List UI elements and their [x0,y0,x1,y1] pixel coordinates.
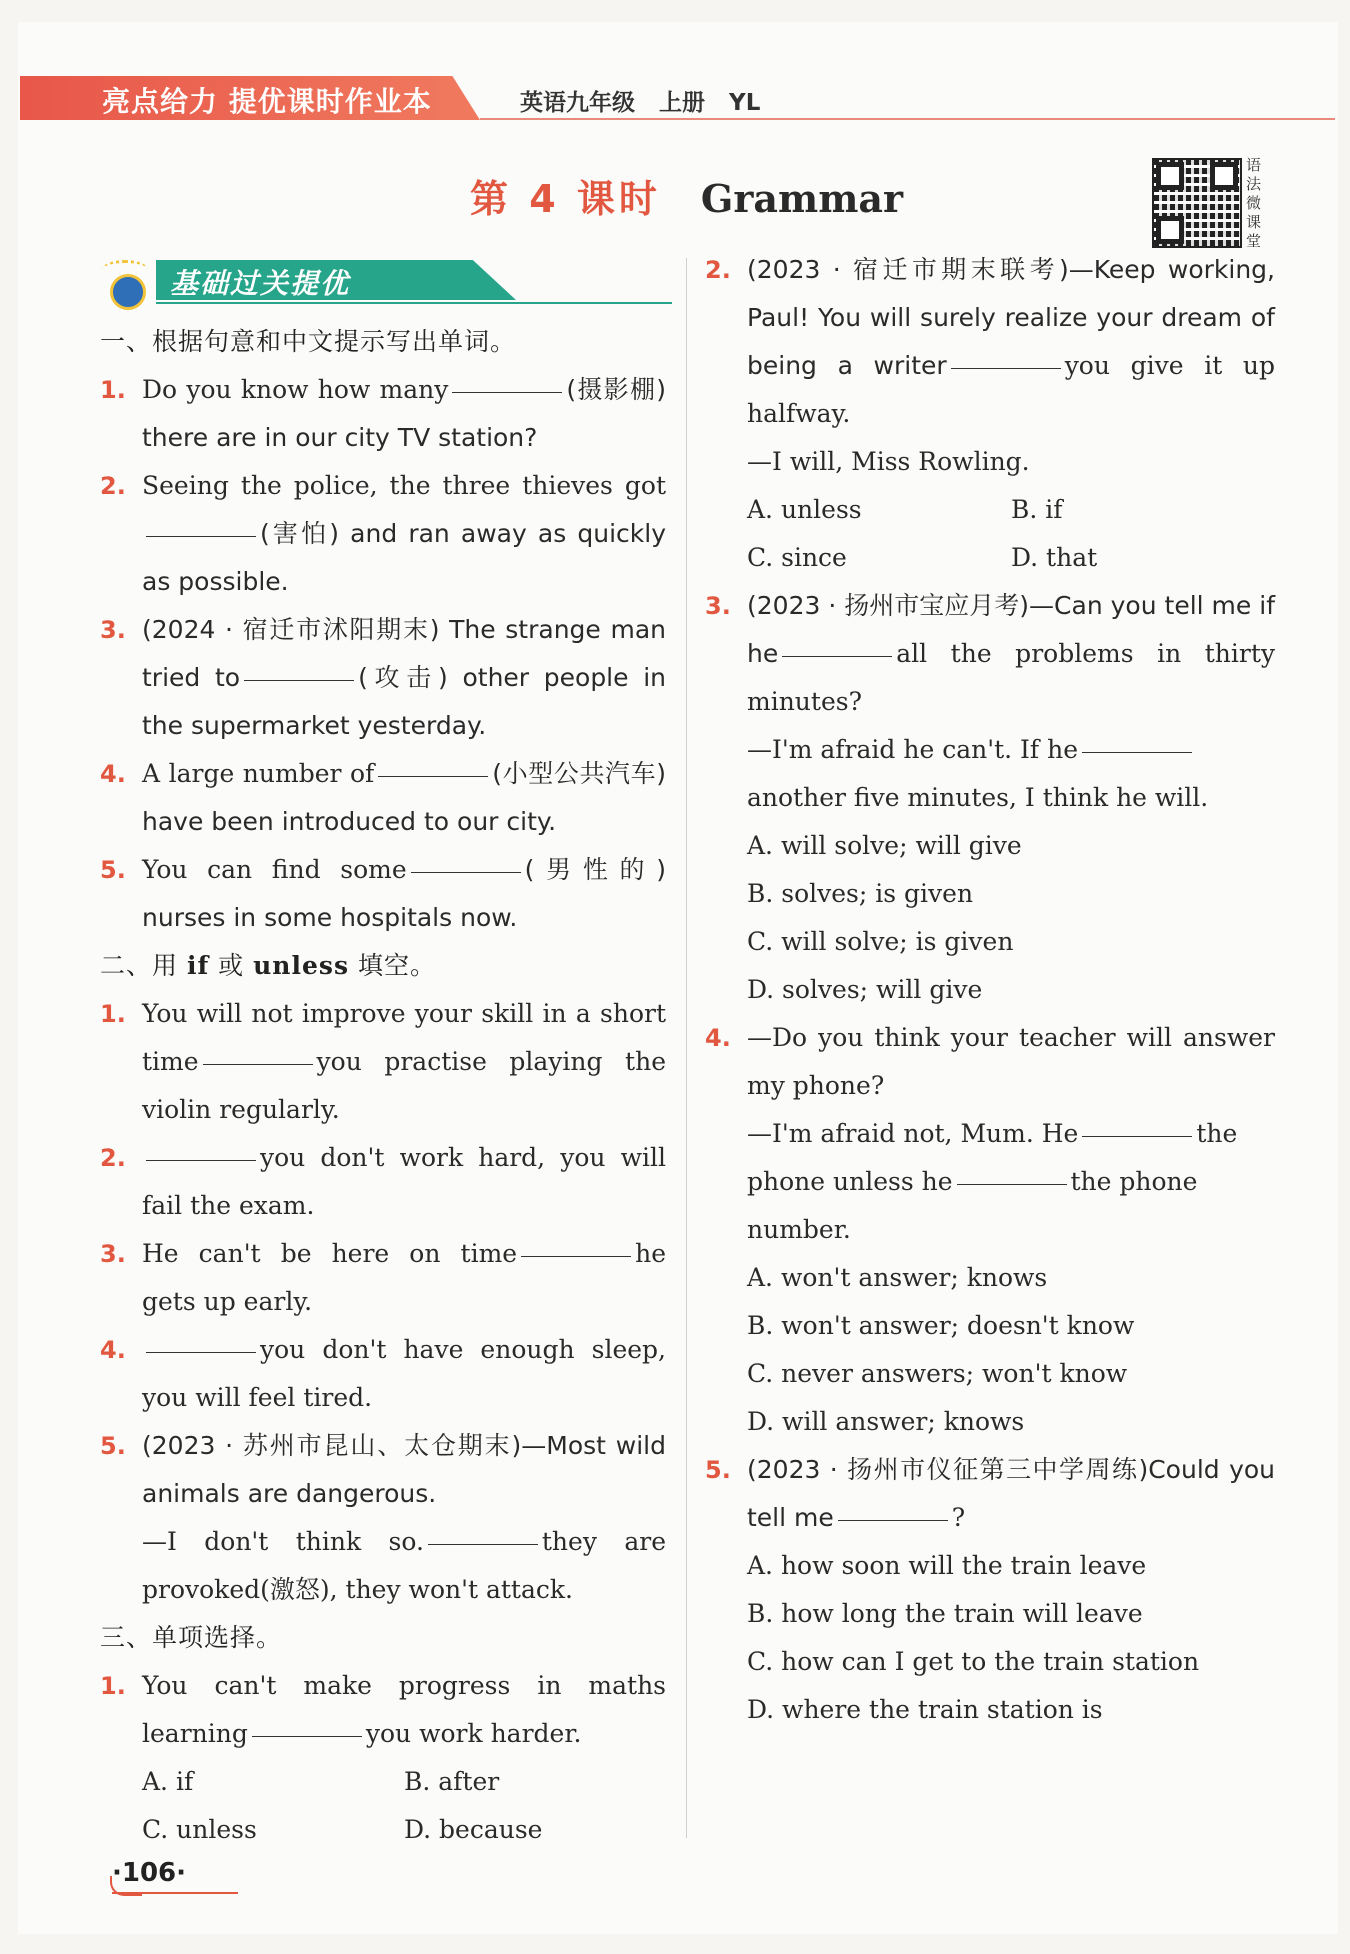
option-c[interactable]: C. unless [142,1815,257,1844]
reply-3-4: —I'm afraid not, Mum. He the phone unless he the phone number. [747,1119,1238,1244]
options-3-1-row2 [100,1806,666,1854]
header-rule [480,118,1335,120]
section-heading-3: 三、单项选择。 [100,1623,283,1652]
lesson-number: 第 4 课时 [470,177,661,221]
option-d[interactable]: D. will answer; knows [747,1407,1025,1436]
options-3-1-row1 [100,1758,666,1806]
answer-blank[interactable] [428,1543,538,1545]
answer-blank[interactable] [957,1183,1067,1185]
left-column [100,318,666,1854]
exercise-2-5: 5. (2023 · 苏州市昆山、太仓期末)—Most wild animals are dangerous. [100,1431,666,1508]
exercise-1-4: 4. A large number of (小型公共汽车) have been introduced to our city. [100,759,666,836]
exercise-2-4: 4. you don't have enough sleep, you will feel tired. [100,1335,666,1412]
section-heading-1: 一、根据句意和中文提示写出单词。 [100,327,517,356]
right-column [705,246,1275,1734]
option-c[interactable]: C. will solve; is given [747,927,1014,956]
exercise-3-4: 4. —Do you think your teacher will answer my phone? [705,1023,1275,1100]
exercise-1-5: 5. You can find some (男性的) nurses in some hospitals now. [100,855,666,932]
answer-blank[interactable] [1082,1135,1192,1137]
exercise-3-1: 1. You can't make progress in maths learning you work harder. [100,1671,666,1748]
exercise-2-1: 1. You will not improve your skill in a short time you practise playing the violin regularly. [100,999,666,1124]
option-b[interactable]: B. if [1011,495,1063,524]
column-divider [686,258,687,1838]
answer-blank[interactable] [203,1063,313,1065]
series-title: 亮点给力 提优课时作业本 [102,85,432,118]
answer-blank[interactable] [146,1159,256,1161]
exercise-2-3: 3. He can't be here on time he gets up early. [100,1239,666,1316]
answer-blank[interactable] [378,775,488,777]
page-number-rule [112,1892,238,1894]
option-d[interactable]: D. that [1011,543,1098,572]
answer-blank[interactable] [951,367,1061,369]
answer-blank[interactable] [411,871,521,873]
answer-blank[interactable] [244,679,354,681]
options-3-2-row1 [705,486,1275,534]
option-d[interactable]: D. solves; will give [747,975,983,1004]
option-a[interactable]: A. unless [747,495,862,524]
banner-text: 基础过关提优 [170,267,351,300]
option-c[interactable]: C. never answers; won't know [747,1359,1128,1388]
option-a[interactable]: A. will solve; will give [747,831,1022,860]
exercise-3-2: 2. (2023 · 宿迁市期末联考)—Keep working, Paul! You will surely realize your dream of being a writer you give it up halfway. [705,255,1275,428]
exercise-2-5-reply: —I don't think so. they are provoked(激怒), they won't attack. [142,1527,666,1604]
option-b[interactable]: B. solves; is given [747,879,974,908]
option-b[interactable]: B. won't answer; doesn't know [747,1311,1135,1340]
answer-blank[interactable] [1082,751,1192,753]
answer-blank[interactable] [252,1735,362,1737]
option-d[interactable]: D. where the train station is [747,1695,1103,1724]
reply-3-2: —I will, Miss Rowling. [747,447,1030,476]
section-banner [100,256,672,306]
answer-blank[interactable] [521,1255,631,1257]
qr-label: 语法微课堂 [1246,156,1262,250]
option-c[interactable]: C. since [747,543,847,572]
exercise-2-2: 2. you don't work hard, you will fail the exam. [100,1143,666,1220]
option-a[interactable]: A. if [142,1767,194,1796]
qr-code-icon[interactable] [1152,158,1242,248]
page-number: ·106· [112,1858,187,1888]
exercise-3-3: 3. (2023 · 扬州市宝应月考)—Can you tell me if he all the problems in thirty minutes? [705,591,1275,716]
answer-blank[interactable] [146,1351,256,1353]
answer-blank[interactable] [782,655,892,657]
exercise-1-2: 2. Seeing the police, the three thieves got(害怕) and ran away as quickly as possible. [100,471,666,596]
answer-blank[interactable] [146,535,256,537]
banner-rule [156,302,672,304]
option-a[interactable]: A. how soon will the train leave [747,1551,1147,1580]
book-info: 英语九年级 上册 YL [520,90,761,116]
options-3-2-row2 [705,534,1275,582]
page-header [20,76,1335,120]
option-d[interactable]: D. because [404,1815,543,1844]
option-a[interactable]: A. won't answer; knows [747,1263,1048,1292]
lamp-icon [110,274,146,310]
section-heading-2: 二、用 if 或 unless 填空。 [100,951,436,980]
exercise-3-5: 5. (2023 · 扬州市仪征第三中学周练)Could you tell me ? [705,1455,1275,1532]
option-c[interactable]: C. how can I get to the train station [747,1647,1200,1676]
reply-3-3: —I'm afraid he can't. If heanother five minutes, I think he will. [747,735,1209,812]
lesson-topic: Grammar [700,176,904,221]
exercise-1-3: 3. (2024 · 宿迁市沭阳期末) The strange man tried to (攻击) other people in the supermarket yesterday. [100,615,666,740]
answer-blank[interactable] [452,391,562,393]
option-b[interactable]: B. how long the train will leave [747,1599,1143,1628]
answer-blank[interactable] [838,1519,948,1521]
option-b[interactable]: B. after [404,1767,500,1796]
lesson-title [470,168,903,223]
exercise-1-1: 1. Do you know how many (摄影棚) there are in our city TV station? [100,375,666,452]
